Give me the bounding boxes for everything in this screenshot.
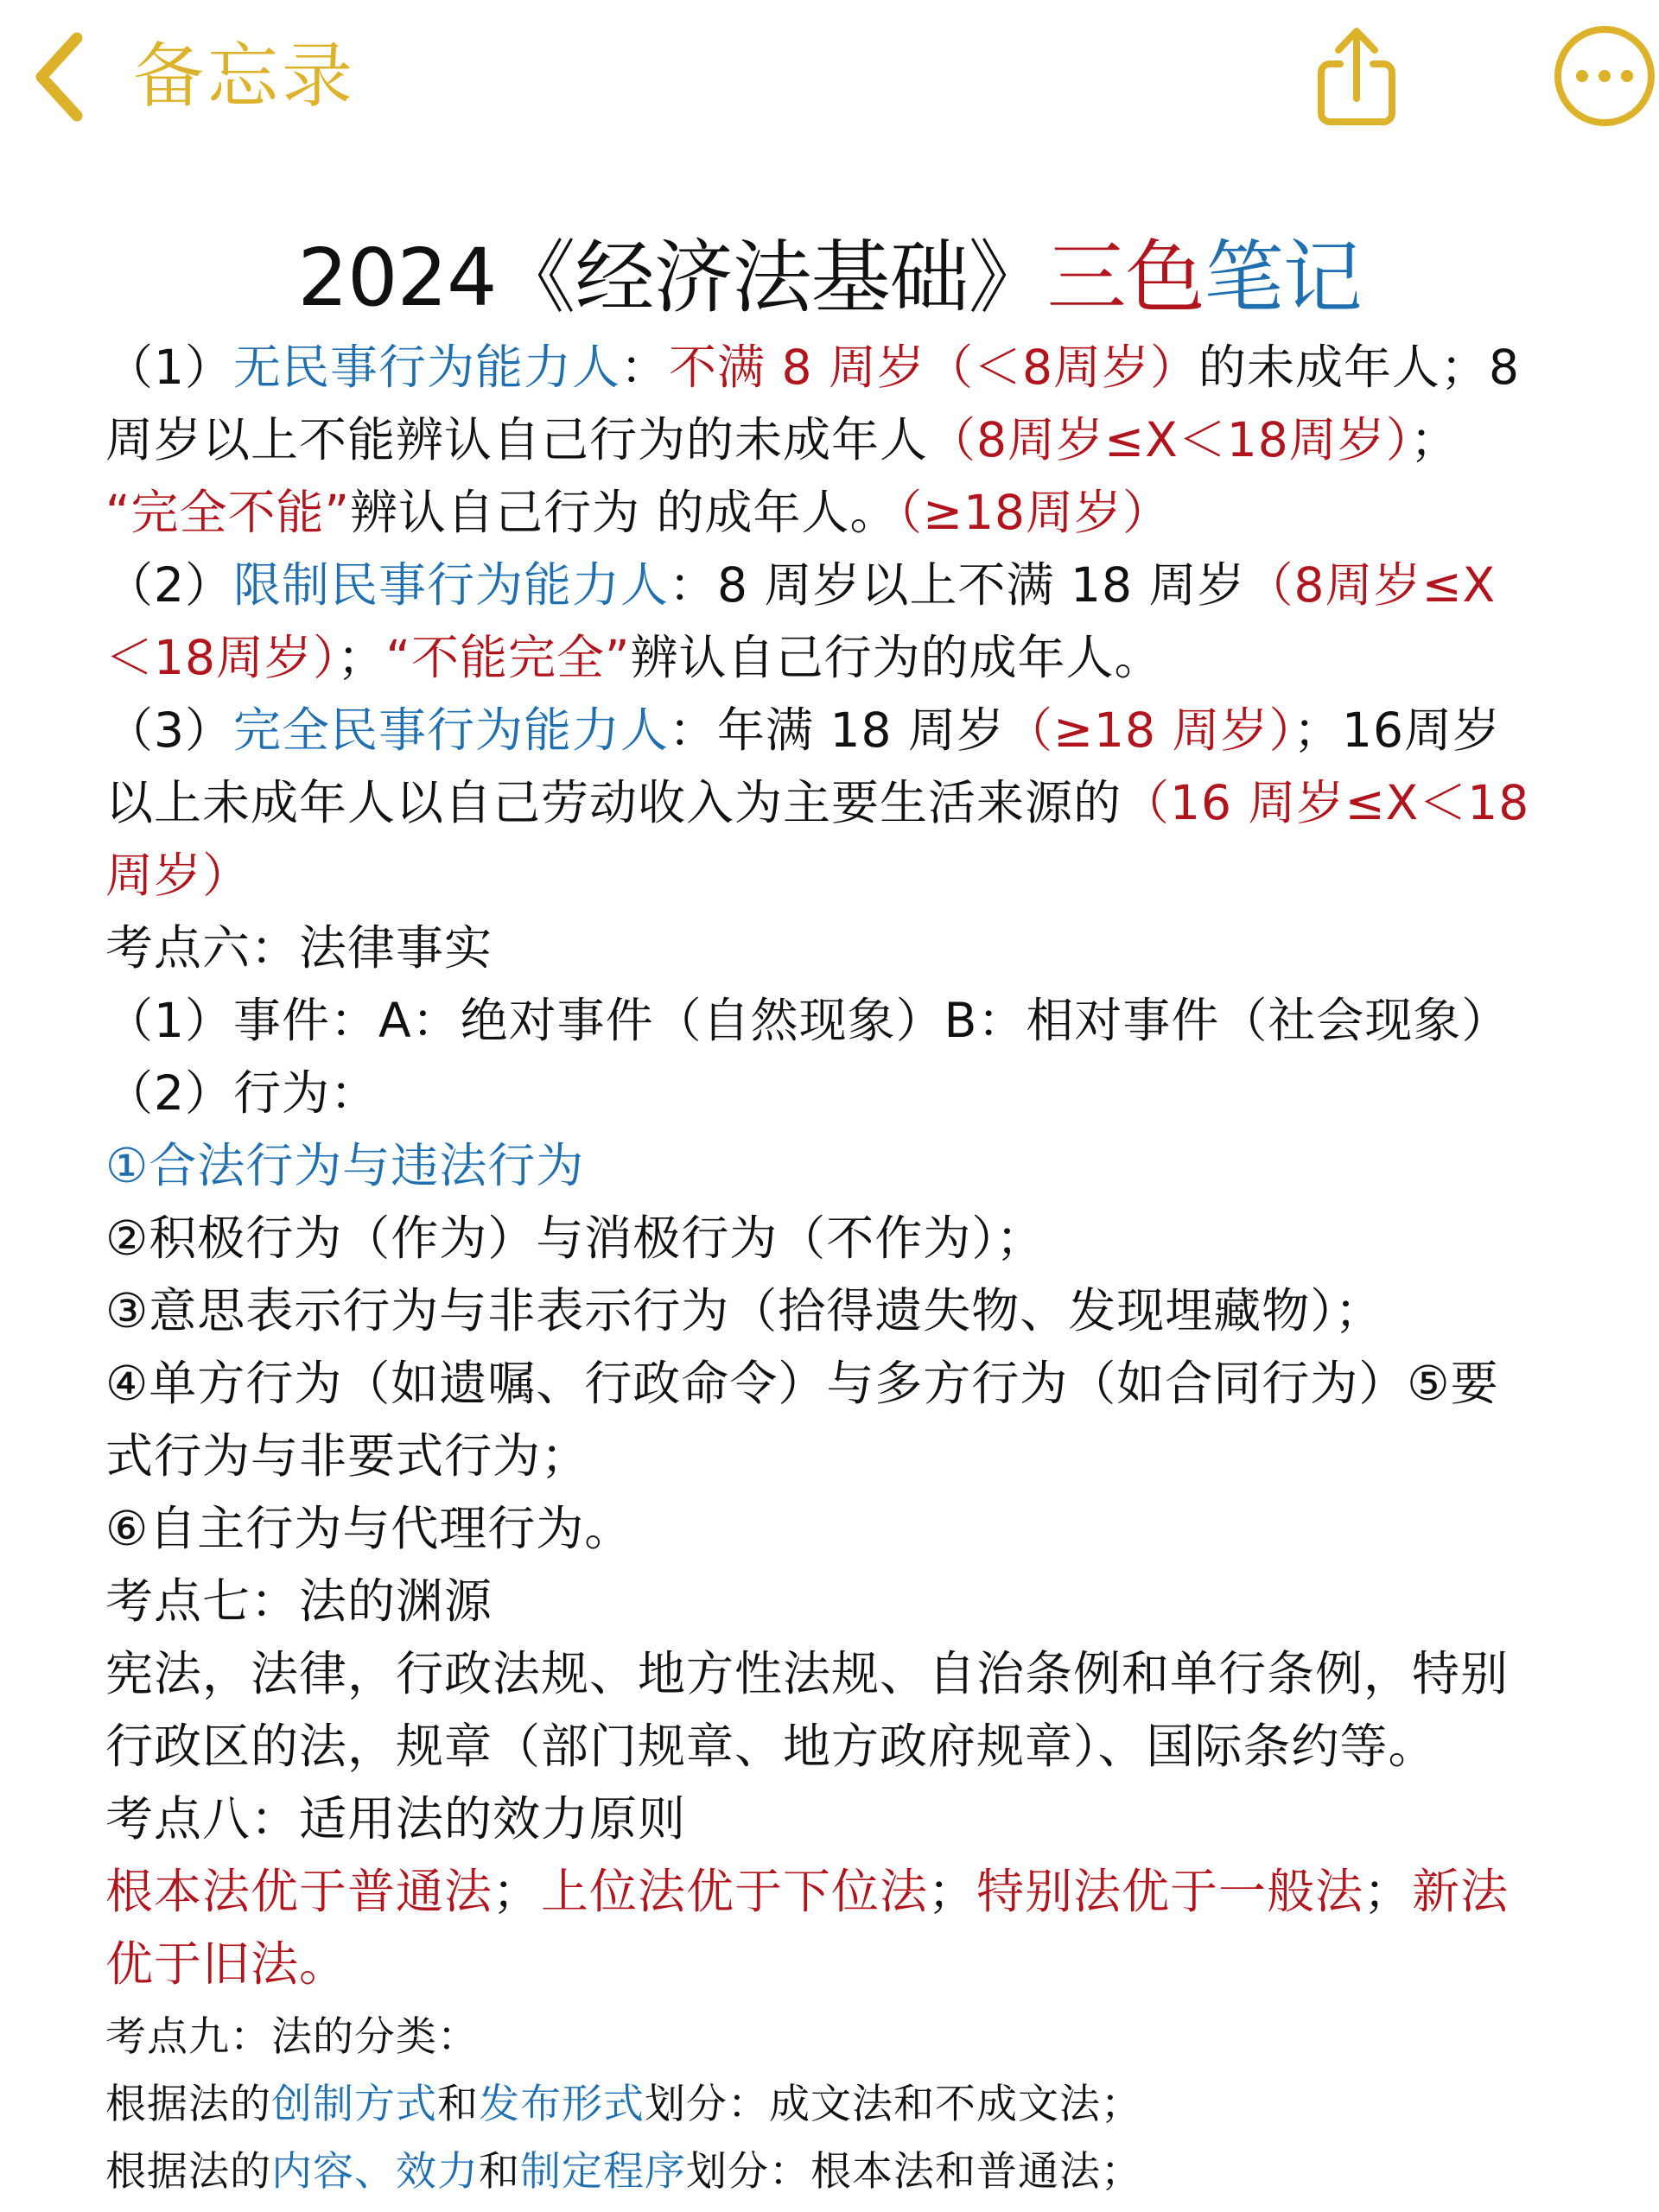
back-button[interactable] [29,29,356,124]
title-prefix: 2024《经济法基础》 [297,231,1047,324]
red-highlight-text: （8周岁≤X [1245,557,1497,613]
note-line [105,331,1566,404]
chevron-left-icon [29,29,90,124]
red-highlight-text: 周岁） [105,848,251,903]
note-text: ⑥自主行为与代理行为。 [105,1501,633,1556]
note-text: ； [1410,412,1459,467]
note-line [105,1565,1566,1637]
red-highlight-text: “不能完全” [385,630,631,685]
note-line [105,1710,1566,1783]
note-line [105,404,1566,476]
note-text: 行政区的法，规章（部门规章、地方政府规章）、国际条约等。 [105,1719,1437,1774]
note-line [105,1129,1566,1202]
navigation-bar [0,0,1659,147]
note-line [105,621,1566,694]
note-line [105,1783,1566,1855]
title-blue-part: 笔记 [1204,231,1362,324]
note-text: ； [1363,1864,1413,1919]
blue-highlight-text: 制定程序 [520,2148,686,2196]
red-highlight-text: 特别法优于一般法 [976,1864,1364,1919]
law-classification-section [105,2004,1566,2206]
note-text: 划分：根本法和普通法； [686,2148,1142,2196]
note-text: 根据法的 [105,2148,271,2196]
red-highlight-text: 优于旧法。 [105,1936,348,1992]
note-text: 考点六：法律事实 [105,920,493,976]
note-text: （1）事件：A：绝对事件（自然现象）B：相对事件（社会现象） [105,993,1510,1048]
note-line [105,912,1566,984]
blue-highlight-text: 发布形式 [479,2081,645,2128]
note-text: ：年满 18 周岁 [669,702,1005,758]
note-line [105,766,1566,839]
blue-highlight-text: 创制方式 [271,2081,437,2128]
note-text: ②积极行为（作为）与消极行为（不作为）； [105,1211,1045,1266]
red-highlight-text: （8周岁≤X＜18周岁） [928,412,1411,467]
note-line [105,2139,1566,2206]
note-text: 辨认自己行为的成年人。 [630,630,1163,685]
note-text: 和 [437,2081,479,2128]
note-text: 划分：成文法和不成文法； [645,2081,1142,2128]
note-text: ： [620,340,670,395]
note-line [105,1420,1566,1492]
red-highlight-text: 不满 8 周岁（＜8周岁） [669,340,1198,395]
note-text: ④单方行为（如遗嘱、行政命令）与多方行为（如合同行为）⑤要 [105,1356,1499,1411]
note-text: 以上未成年人以自己劳动收入为主要生活来源的 [105,775,1122,830]
note-line [105,694,1566,766]
note-line [105,984,1566,1057]
note-text: 周岁以上不能辨认自己行为的未成年人 [105,412,929,467]
note-text: （2）行为： [105,1065,378,1121]
note-line [105,1202,1566,1274]
red-highlight-text: 上位法优于下位法 [541,1864,929,1919]
note-line [105,549,1566,621]
note-text: ； [337,630,386,685]
note-text: （1） [105,340,233,395]
note-body[interactable] [105,331,1566,2206]
note-line [105,2071,1566,2139]
note-text: ； [928,1864,977,1919]
note-line [105,839,1566,912]
red-highlight-text: （≥18 周岁） [1004,702,1294,758]
more-button[interactable] [1551,22,1659,130]
note-text: ：8 周岁以上不满 18 周岁 [669,557,1246,613]
note-text: ； [493,1864,542,1919]
red-highlight-text: 根本法优于普通法 [105,1864,493,1919]
note-text: 和 [479,2148,520,2196]
red-highlight-text: （≥18周岁） [898,485,1172,540]
note-line [105,1637,1566,1710]
note-text: 考点八：适用法的效力原则 [105,1791,687,1847]
note-text: （2） [105,557,233,613]
note-line [105,476,1566,549]
note-text: ③意思表示行为与非表示行为（拾得遗失物、发现埋藏物）； [105,1283,1383,1338]
note-line [105,2004,1566,2071]
note-title [0,222,1659,334]
note-text: 辨认自己行为 的成年人。 [350,485,899,540]
note-text: 式行为与非要式行为； [105,1428,590,1484]
red-highlight-text: ＜18周岁） [105,630,338,685]
note-line [105,1928,1566,2000]
red-highlight-text: “完全不能” [105,485,350,540]
note-line [105,1347,1566,1420]
note-text: 根据法的 [105,2081,271,2128]
blue-highlight-text: 无民事行为能力人 [233,340,621,395]
more-circle-icon [1551,22,1659,130]
share-button[interactable] [1309,14,1404,130]
blue-highlight-text: ①合法行为与违法行为 [105,1138,585,1193]
note-line [105,1274,1566,1347]
note-line [105,1057,1566,1129]
note-text: 考点七：法的渊源 [105,1573,493,1629]
red-highlight-text: （16 周岁≤X＜18 [1122,775,1530,830]
share-icon [1309,14,1404,130]
note-text: ；16周岁 [1294,702,1502,758]
title-red-part: 三色 [1046,231,1205,324]
note-text: （3） [105,702,233,758]
note-line [105,1492,1566,1565]
note-text: 宪法，法律，行政法规、地方性法规、自治条例和单行条例，特别 [105,1646,1510,1701]
blue-highlight-text: 限制民事行为能力人 [233,557,670,613]
note-text: 考点九：法的分类： [105,2013,479,2061]
blue-highlight-text: 内容、效力 [271,2148,479,2196]
red-highlight-text: 新法 [1412,1864,1510,1919]
back-label: 备忘录 [133,35,357,118]
note-line [105,1855,1566,1928]
note-text: 的未成年人；8 [1198,340,1520,395]
blue-highlight-text: 完全民事行为能力人 [233,702,670,758]
